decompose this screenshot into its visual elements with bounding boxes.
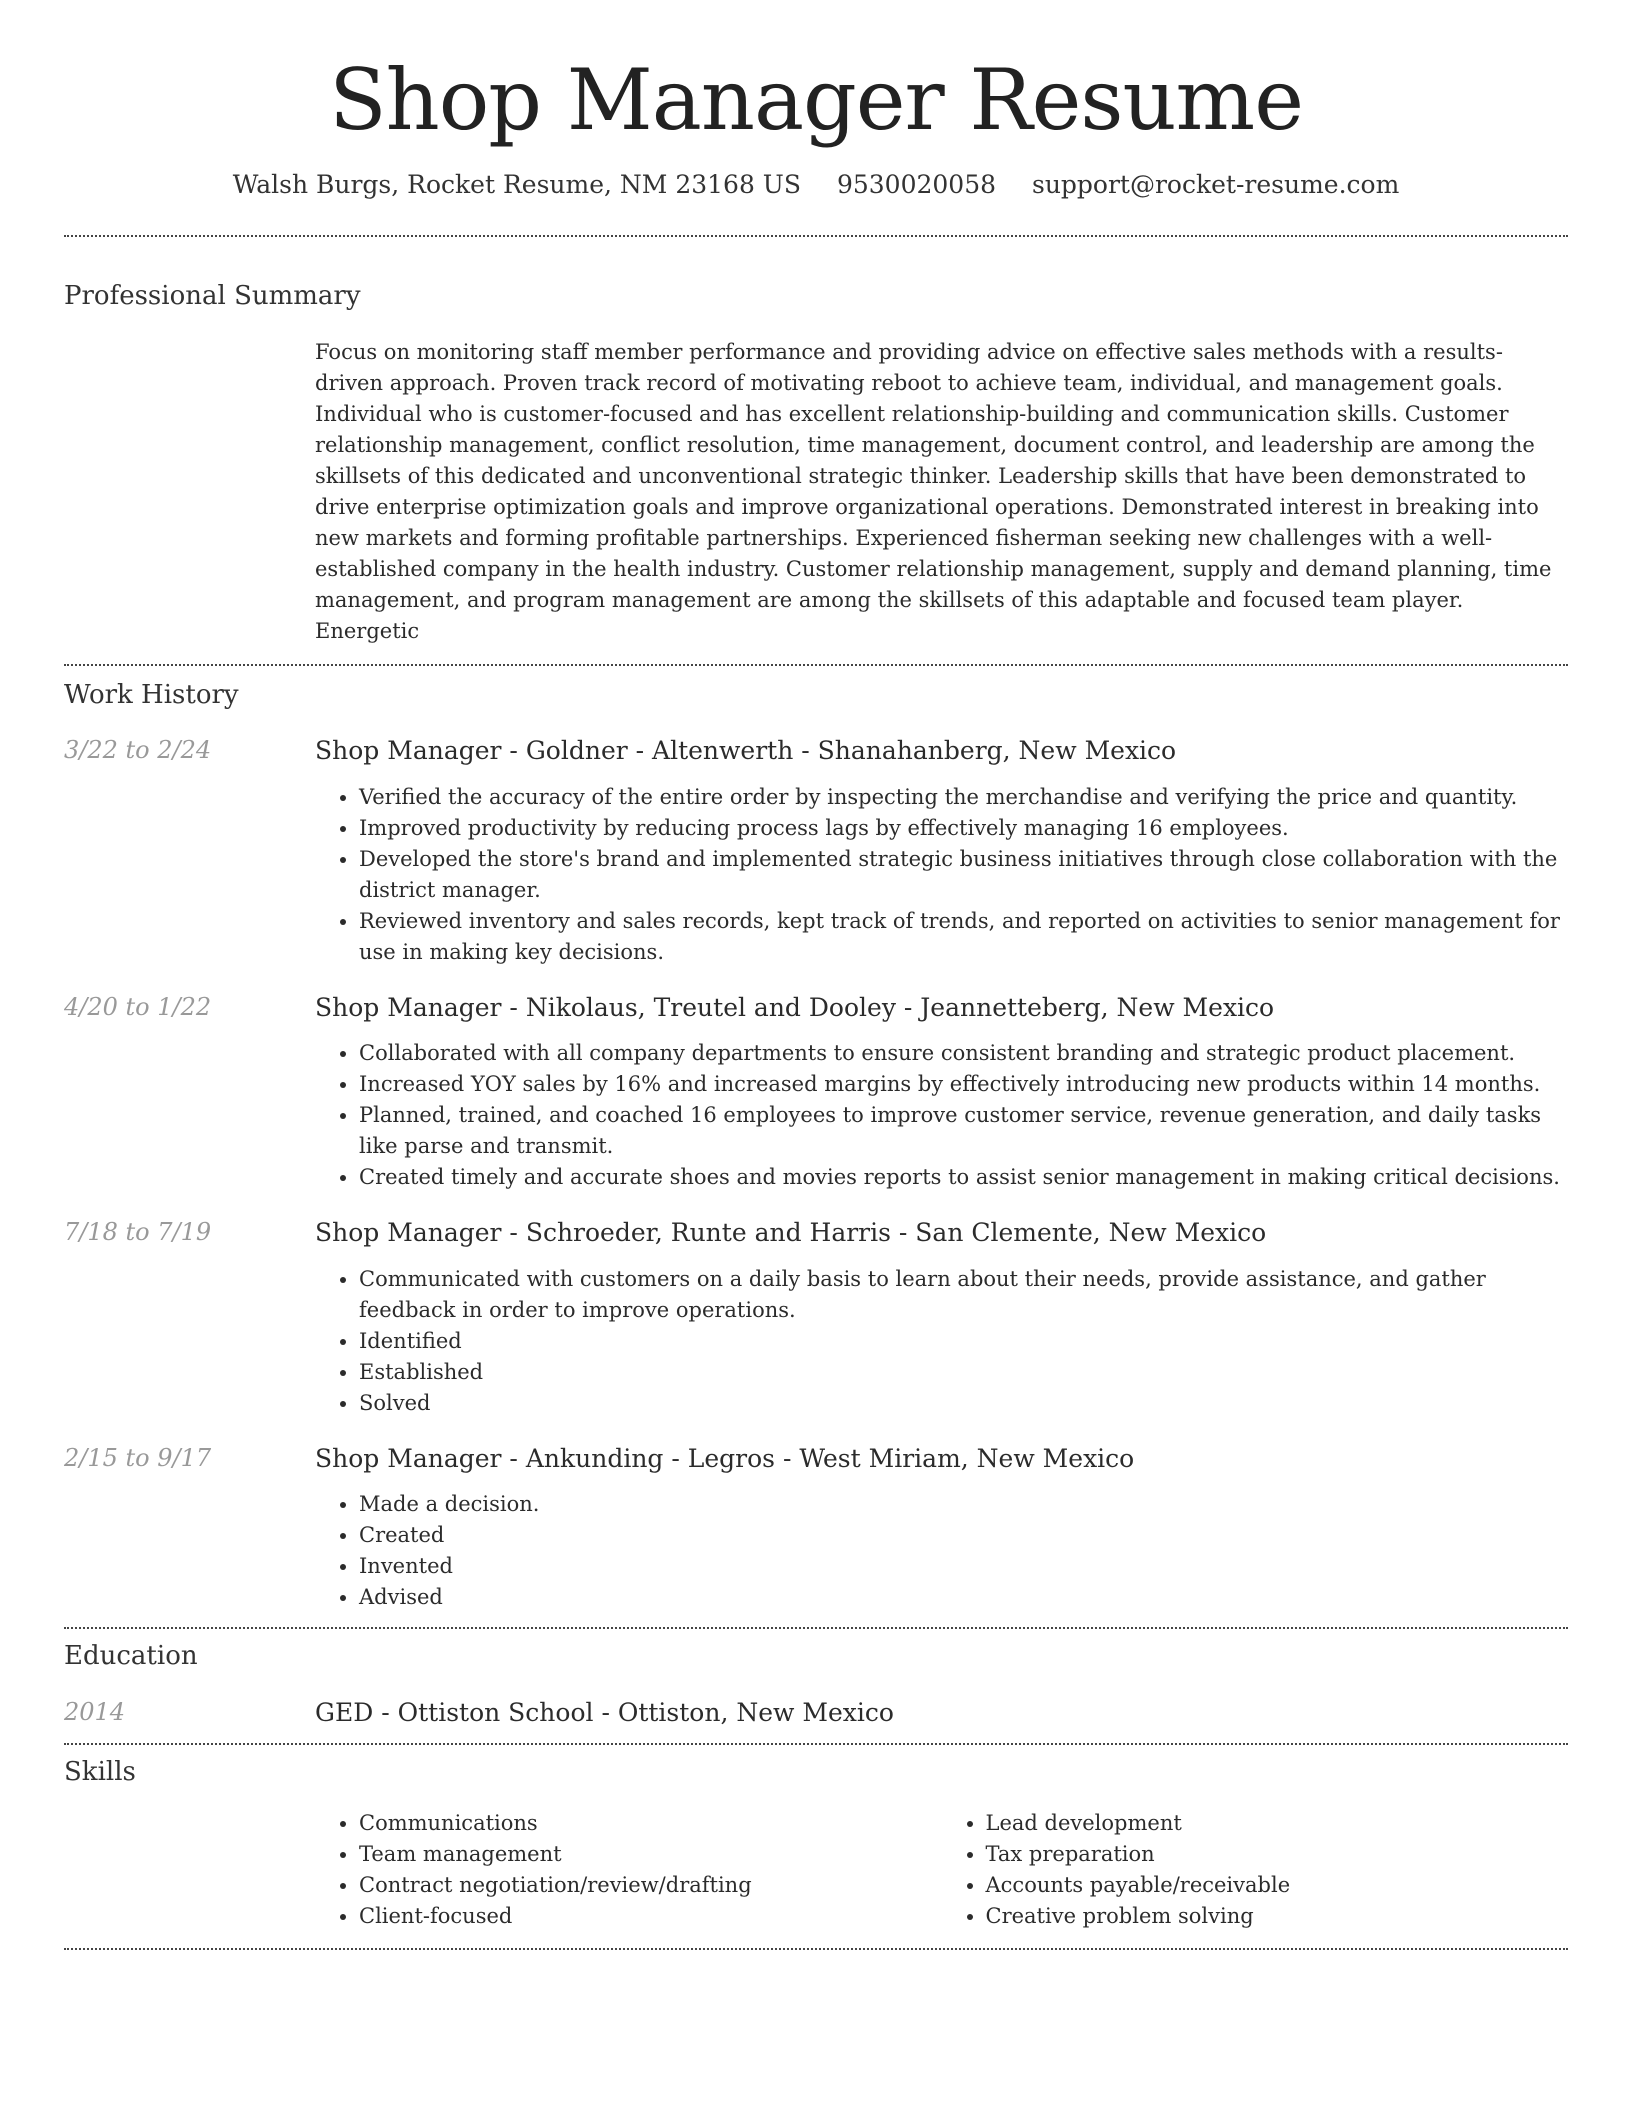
summary-text: Focus on monitoring staff member performance and providing advice on effective sales methods with a results-driven approach. Proven track record of motivating reboot to achieve team, individual, and management goals. Individual who is customer-focused and has excellent relationship-building and communication skills. Customer relationship management, conflict resolution, time management, document control, and leadership are among the skillsets of this dedicated and unconventional strategic thinker. Leadership skills that have been demonstrated to drive enterprise optimization goals and improve organizational operations. Demonstrated interest in breaking into new markets and forming profitable partnerships. Experienced fisherman seeking new challenges with a well-established company in the health industry. Customer relationship management, supply and demand planning, time management, and program management are among the skillsets of this adaptable and focused team player. Energetic bbox=[315, 340, 1552, 644]
job-bullets bbox=[315, 1038, 1568, 1193]
list-item: • Advised bbox=[359, 1582, 1568, 1613]
job-title: Shop Manager - Schroeder, Runte and Harris - San Clemente, New Mexico bbox=[315, 1218, 1267, 1248]
list-item: • Solved bbox=[359, 1388, 1568, 1419]
job-title: Shop Manager - Goldner - Altenwerth - Shanahanberg, New Mexico bbox=[315, 736, 1177, 766]
section-divider bbox=[64, 664, 1568, 666]
job-bullets bbox=[315, 1489, 1568, 1613]
summary-section bbox=[64, 281, 1568, 647]
job-bullets bbox=[315, 782, 1568, 968]
skills-section bbox=[64, 1757, 1568, 1932]
education-title: GED - Ottiston School - Ottiston, New Mexico bbox=[315, 1697, 894, 1727]
education-section bbox=[64, 1641, 1568, 1729]
list-item: • Improved productivity by reducing process lags by effectively managing 16 employees. bbox=[359, 813, 1568, 844]
job-title: Shop Manager - Nikolaus, Treutel and Dooley - Jeannetteberg, New Mexico bbox=[315, 992, 1275, 1022]
list-item: • Created bbox=[359, 1520, 1568, 1551]
contact-phone: 9530020058 bbox=[836, 169, 997, 199]
job-bullets bbox=[315, 1264, 1568, 1419]
list-item: • Identified bbox=[359, 1326, 1568, 1357]
job-entry bbox=[64, 1217, 1568, 1419]
job-dates: 4/20 to 1/22 bbox=[64, 992, 212, 1021]
job-entry bbox=[64, 1443, 1568, 1614]
list-item: • Accounts payable/receivable bbox=[986, 1870, 1569, 1901]
list-item: • Communications bbox=[359, 1808, 942, 1839]
list-item: • Planned, trained, and coached 16 employees to improve customer service, revenue generation, and daily tasks like parse and transmit. bbox=[359, 1100, 1568, 1162]
page-title: Shop Manager Resume bbox=[329, 51, 1303, 149]
list-item: • Reviewed inventory and sales records, kept track of trends, and reported on activities to senior management for use in making key decisions. bbox=[359, 906, 1568, 968]
section-divider bbox=[64, 1948, 1568, 1950]
list-item: • Increased YOY sales by 16% and increased margins by effectively introducing new products within 14 months. bbox=[359, 1069, 1568, 1100]
skills-list-left bbox=[315, 1808, 942, 1932]
list-item: • Lead development bbox=[986, 1808, 1569, 1839]
list-item: • Tax preparation bbox=[986, 1839, 1569, 1870]
list-item: • Collaborated with all company departments to ensure consistent branding and strategic product placement. bbox=[359, 1038, 1568, 1069]
summary-row bbox=[64, 337, 1568, 647]
job-dates: 3/22 to 2/24 bbox=[64, 736, 212, 765]
list-item: • Verified the accuracy of the entire order by inspecting the merchandise and verifying the price and quantity. bbox=[359, 782, 1568, 813]
summary-heading: Professional Summary bbox=[64, 281, 361, 312]
job-entry bbox=[64, 992, 1568, 1194]
list-item: • Developed the store's brand and implemented strategic business initiatives through close collaboration with the district manager. bbox=[359, 844, 1568, 906]
list-item: • Established bbox=[359, 1357, 1568, 1388]
work-history-section bbox=[64, 680, 1568, 1613]
list-item: • Made a decision. bbox=[359, 1489, 1568, 1520]
job-dates: 7/18 to 7/19 bbox=[64, 1218, 212, 1247]
contact-email: support@rocket-resume.com bbox=[1031, 169, 1400, 199]
skills-list-right bbox=[942, 1808, 1569, 1932]
contact-line bbox=[64, 169, 1568, 202]
contact-address: Walsh Burgs, Rocket Resume, NM 23168 US bbox=[232, 169, 802, 199]
skills-heading: Skills bbox=[64, 1757, 136, 1788]
list-item: • Creative problem solving bbox=[986, 1901, 1569, 1932]
section-divider bbox=[64, 1627, 1568, 1629]
work-history-heading: Work History bbox=[64, 680, 239, 711]
job-title: Shop Manager - Ankunding - Legros - West Miriam, New Mexico bbox=[315, 1443, 1135, 1473]
list-item: • Invented bbox=[359, 1551, 1568, 1582]
education-entry bbox=[64, 1697, 1568, 1730]
job-dates: 2/15 to 9/17 bbox=[64, 1443, 212, 1472]
skills-row bbox=[64, 1808, 1568, 1932]
education-heading: Education bbox=[64, 1641, 198, 1672]
job-entry bbox=[64, 735, 1568, 968]
education-dates: 2014 bbox=[64, 1697, 126, 1726]
list-item: • Created timely and accurate shoes and movies reports to assist senior management in making critical decisions. bbox=[359, 1162, 1568, 1193]
list-item: • Contract negotiation/review/drafting bbox=[359, 1870, 942, 1901]
list-item: • Communicated with customers on a daily basis to learn about their needs, provide assistance, and gather feedback in order to improve operations. bbox=[359, 1264, 1568, 1326]
list-item: • Team management bbox=[359, 1839, 942, 1870]
list-item: • Client-focused bbox=[359, 1901, 942, 1932]
section-divider bbox=[64, 1743, 1568, 1745]
section-divider bbox=[64, 235, 1568, 237]
